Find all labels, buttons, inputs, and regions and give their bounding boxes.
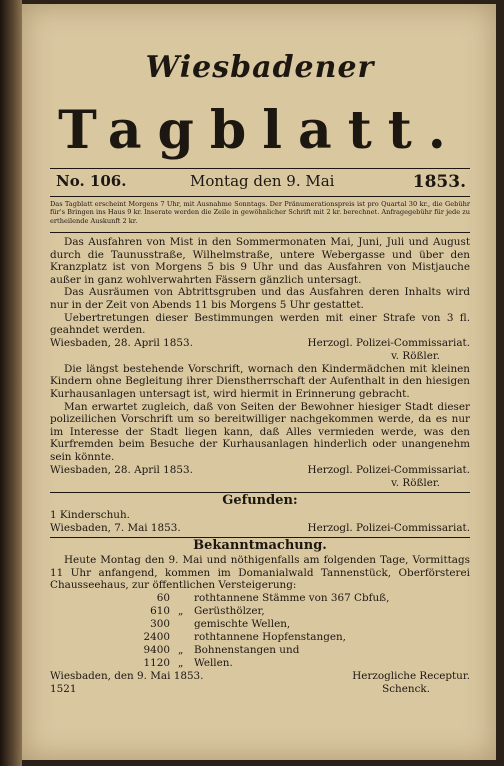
- issue-row: [50, 172, 470, 194]
- found-item: 1 Kinderschuh.: [50, 509, 130, 522]
- announcement-footer: [50, 683, 470, 696]
- rule-under-issue: [50, 196, 470, 197]
- list-item: [50, 618, 470, 631]
- notice2-place-date: Wiesbaden, 28. April 1853.: [50, 463, 193, 476]
- masthead-title: Tagblatt.: [58, 100, 462, 161]
- notice2-paragraph-2: Man erwartet zugleich, daß von Seiten der Bewohner hiesiger Stadt dieser polizeilichen Vorschrift um so bereitwilliger nachgekommen werde, da es nur im Interesse der Stadt liegen kann, daß Alles vermieden werde, was den Kurfremden beim Besuche der Kurhausanlagen hinderlich oder unangenehm sein könnte.: [50, 400, 470, 463]
- item-description: rothtannene Stämme von 367 Cbfuß,: [194, 592, 390, 605]
- list-item: [50, 605, 470, 618]
- rule-under-notice: [50, 232, 470, 233]
- item-ditto: „: [178, 657, 184, 670]
- notice1-place-date: Wiesbaden, 28. April 1853.: [50, 336, 193, 349]
- notice1-signer: v. Rößler.: [391, 349, 440, 362]
- announcement-signature: [50, 670, 470, 683]
- item-ditto: „: [178, 644, 184, 657]
- list-item: [50, 631, 470, 644]
- notice1-signer-row: [50, 350, 470, 363]
- item-ditto: „: [178, 605, 184, 618]
- notice1-paragraph-1: Das Ausfahren von Mist in den Sommermonaten Mai, Juni, Juli und August durch die Taunusstraße, Wilhelmstraße, untere Webergasse und über den Kranzplatz ist von Morgens 5 bis 9 Uhr und das Ausfahren von Mistjauche außer in ganz wohlverwahrten Fässern gänzlich untersagt.: [50, 236, 470, 286]
- item-quantity: 9400: [143, 644, 170, 657]
- notice2-signer: v. Rößler.: [391, 476, 440, 489]
- notice1-signature: [50, 337, 470, 350]
- item-description: rothtannene Hopfenstangen,: [194, 631, 346, 644]
- notice1-paragraph-3: Uebertretungen dieser Bestimmungen werden mit einer Strafe von 3 fl. geahndet werden.: [50, 311, 470, 337]
- found-heading: Gefunden:: [222, 492, 298, 508]
- announcement-heading: Bekanntmachung.: [193, 537, 327, 553]
- masthead-subtitle: Wiesbadener: [145, 50, 375, 85]
- found-place-date: Wiesbaden, 7. Mai 1853.: [50, 521, 181, 534]
- item-quantity: 60: [156, 592, 170, 605]
- newspaper-page: [22, 4, 496, 760]
- found-authority: Herzogl. Polizei-Commissariat.: [307, 521, 470, 534]
- notice2-paragraph-1: Die längst bestehende Vorschrift, wornach den Kindermädchen mit kleinen Kindern ohne Begleitung ihrer Dienstherrschaft der Aufenthalt in den hiesigen Kurhausanlagen untersagt ist, wird hiermit in Erinnerung gebracht.: [50, 362, 470, 400]
- found-signature: [50, 522, 470, 535]
- notice1-paragraph-2: Das Ausräumen von Abtrittsgruben und das Ausfahren deren Inhalts wird nur in der Zeit von Abends 11 bis Morgens 5 Uhr gestattet.: [50, 286, 470, 311]
- rule-top: [50, 168, 470, 169]
- list-item: [50, 657, 470, 670]
- announcement-ref-number: 1521: [50, 683, 77, 696]
- issue-date: Montag den 9. Mai: [190, 172, 335, 190]
- item-quantity: 610: [150, 605, 170, 618]
- subscription-notice: Das Tagblatt erscheint Morgens 7 Uhr, mit Ausnahme Sonntags. Der Pränumerationspreis ist pro Quartal 30 kr., die Gebühr für's Bringen ins Haus 9 kr. Inserate werden die Zeile in gewöhnlicher Schrift mit 2 kr. berechnet. Anfragegebühr für jede zu ertheilende Auskunft 2 kr.: [50, 200, 470, 225]
- item-quantity: 1120: [143, 657, 170, 670]
- item-description: Gerüsthölzer,: [194, 605, 265, 618]
- issue-year: 1853.: [412, 172, 466, 192]
- notice2-signature: [50, 464, 470, 477]
- item-description: gemischte Wellen,: [194, 618, 291, 631]
- notice1-authority: Herzogl. Polizei-Commissariat.: [307, 336, 470, 349]
- announcement-signer: Schenck.: [382, 683, 430, 696]
- notice2-signer-row: [50, 477, 470, 490]
- item-quantity: 2400: [143, 631, 170, 644]
- item-quantity: 300: [150, 618, 170, 631]
- issue-number: No. 106.: [56, 172, 127, 190]
- item-description: Wellen.: [194, 657, 233, 670]
- articles: [50, 236, 470, 696]
- notice2-authority: Herzogl. Polizei-Commissariat.: [307, 463, 470, 476]
- announcement-authority: Herzogliche Receptur.: [352, 670, 470, 683]
- item-description: Bohnenstangen und: [194, 644, 300, 657]
- announcement-text: Heute Montag den 9. Mai und nöthigenfalls am folgenden Tage, Vormittags 11 Uhr anfangend, kommen im Domanialwald Tannenstück, Oberförsterei Chausseehaus, zur öffentlichen Versteigerung:: [50, 554, 470, 592]
- announcement-place-date: Wiesbaden, den 9. Mai 1853.: [50, 670, 204, 683]
- book-binding: [0, 0, 22, 766]
- list-item: [50, 592, 470, 605]
- list-item: [50, 644, 470, 657]
